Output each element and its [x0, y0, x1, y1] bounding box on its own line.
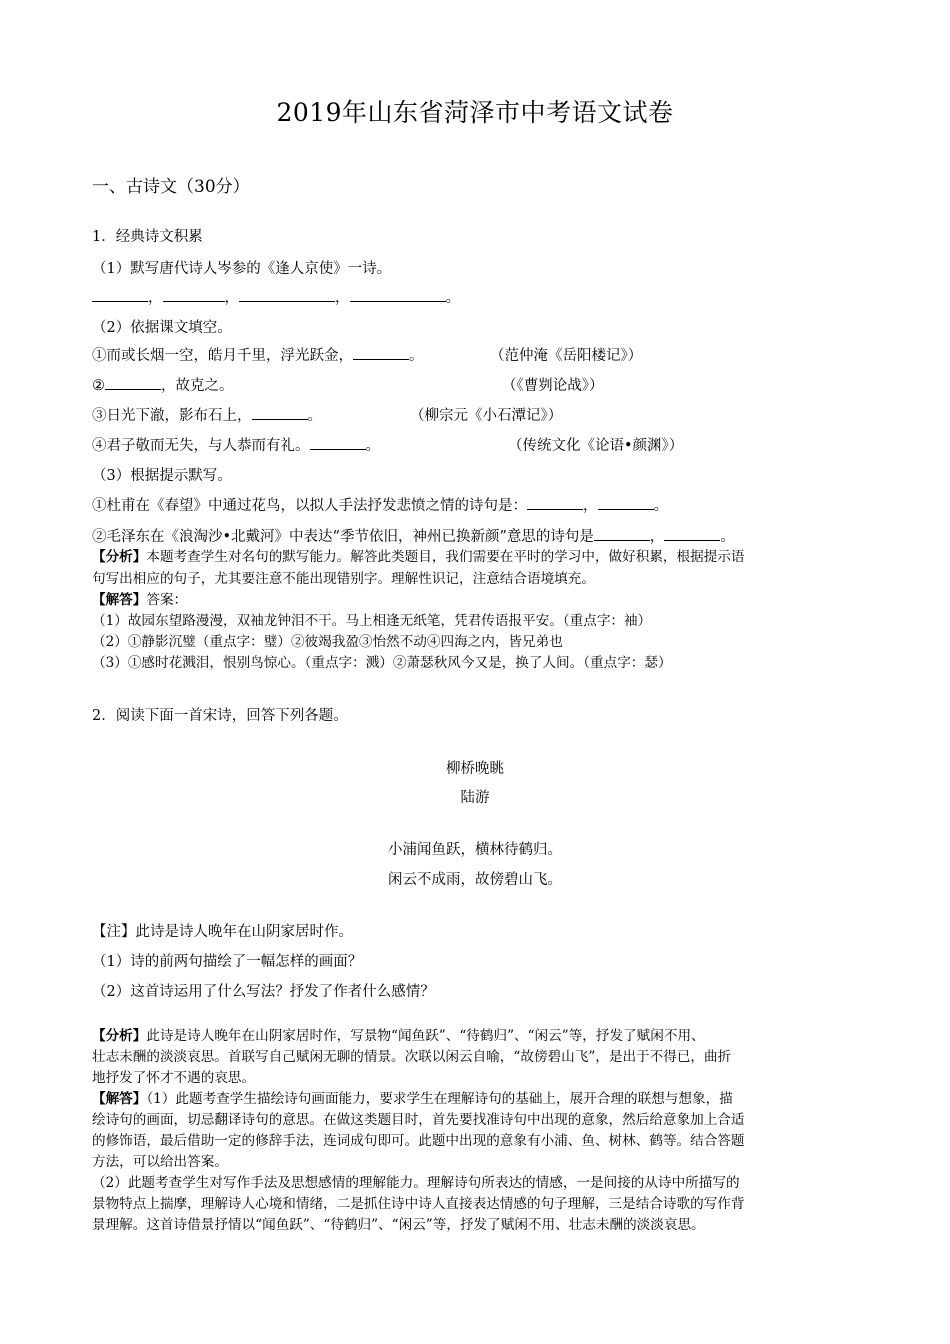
poem-line-2: 闲云不成雨，故傍碧山飞。 — [388, 872, 562, 888]
q1-line4-source: （传统文化《论语•颜渊》） — [508, 438, 684, 454]
poem-title: 柳桥晚眺 — [446, 761, 504, 777]
q2-analysis-cont: 壮志未酬的淡淡哀思。首联写自己赋闲无聊的情景。次联以闲云自喻，“故傍碧山飞”，是出于不得已，曲折 — [92, 1049, 732, 1065]
answer-blank[interactable] — [598, 497, 654, 510]
q1-answer-1: （1）故园东望路漫漫，双袖龙钟泪不干。马上相逢无纸笔，凭君传语报平安。（重点字：袖） — [92, 613, 652, 629]
q1-part1: （1）默写唐代诗人岑参的《逢人京使》一诗。 — [92, 261, 392, 277]
answer-blank[interactable] — [353, 347, 409, 360]
q1-line1: ①而或长烟一空，皓月千里，浮光跃金， 。 — [92, 348, 424, 364]
q1-memo1: ①杜甫在《春望》中通过花鸟，以拟人手法抒发悲愤之情的诗句是： ， 。 — [92, 498, 668, 514]
q1-part3: （3）根据提示默写。 — [92, 468, 232, 484]
answer-blank[interactable] — [594, 528, 650, 541]
poem-line-1: 小浦闻鱼跃，横林待鹤归。 — [388, 842, 562, 858]
q2-heading: 2．阅读下面一首宋诗，回答下列各题。 — [92, 708, 348, 724]
q2-note: 【注】此诗是诗人晚年在山阴家居时作。 — [92, 924, 353, 940]
answer-blank[interactable] — [664, 528, 720, 541]
q1-heading: 1．经典诗文积累 — [92, 229, 203, 245]
q1-answer-head: 【解答】答案： — [92, 592, 188, 608]
q2-answer-cont: 方法，可以给出答案。 — [92, 1154, 228, 1170]
q2-analysis-cont: 地抒发了怀才不遇的哀思。 — [92, 1070, 256, 1086]
answer-blank[interactable] — [527, 497, 583, 510]
q2-answer: 【解答】（1）此题考查学生描绘诗句画面能力，要求学生在理解诗句的基础上，展开合理的联想与想象，描 — [92, 1091, 733, 1107]
q1-part1-blanks: ， ， ， 。 — [92, 288, 460, 308]
q1-line1-source: （范仲淹《岳阳楼记》） — [490, 348, 643, 364]
answer-blank[interactable] — [252, 407, 308, 420]
q1-line2-source: （《曹刿论战》） — [502, 378, 604, 394]
answer-blank[interactable] — [310, 437, 366, 450]
q2-sub1: （1）诗的前两句描绘了一幅怎样的画面？ — [92, 954, 363, 970]
answer-blank[interactable] — [239, 289, 335, 302]
answer-blank[interactable] — [350, 289, 446, 302]
section-heading: 一、古诗文（30分） — [92, 177, 250, 197]
q1-answer-2: （2）①静影沉璧（重点字：璧）②彼竭我盈③怡然不动④四海之内，皆兄弟也 — [92, 634, 563, 650]
q2-answer-cont: 景理解。这首诗借景抒情以“闻鱼跃”、“待鹤归”、“闲云”等，抒发了赋闲不用、壮志未酬的淡淡哀思。 — [92, 1217, 705, 1233]
q2-answer-cont: （2）此题考查学生对写作手法及思想感情的理解能力。理解诗句所表达的情感，一是间接的从诗中所描写的 — [92, 1175, 740, 1191]
q1-line3-source: （柳宗元《小石潭记》） — [410, 408, 563, 424]
q2-answer-cont: 绘诗句的画面，切忌翻译诗句的意思。在做这类题目时，首先要找准诗句中出现的意象，然后给意象加上合适 — [92, 1112, 745, 1128]
q2-answer-cont: 景物特点上揣摩，理解诗人心境和情绪，二是抓住诗中诗人直接表达情感的句子理解，三是结合诗歌的写作背 — [92, 1196, 745, 1212]
page-title: 2019年山东省菏泽市中考语文试卷 — [276, 98, 674, 127]
q1-analysis-cont: 句写出相应的句子，尤其要注意不能出现错别字。理解性识记，注意结合语境填充。 — [92, 571, 595, 587]
q2-analysis: 【分析】此诗是诗人晚年在山阴家居时作，写景物“闻鱼跃”、“待鹤归”、“闲云”等，抒发了赋闲不用、 — [92, 1028, 705, 1044]
q1-analysis: 【分析】本题考查学生对名句的默写能力。解答此类题目，我们需要在平时的学习中，做好积累，根据提示语 — [92, 549, 745, 565]
q1-line3: ③日光下澈，影布石上， 。 — [92, 408, 322, 424]
answer-blank[interactable] — [163, 289, 225, 302]
q1-line4: ④君子敬而无失，与人恭而有礼。 。 — [92, 438, 380, 454]
q1-line2: ② ，故克之。 — [92, 378, 234, 394]
q2-answer-cont: 的修饰语，最后借助一定的修辞手法，连词成句即可。此题中出现的意象有小浦、鱼、树林、鹤等。结合答题 — [92, 1133, 745, 1149]
answer-blank[interactable] — [92, 289, 148, 302]
q1-answer-3: （3）①感时花溅泪，恨别鸟惊心。（重点字：溅）②萧瑟秋风今又是，换了人间。（重点字：瑟） — [92, 655, 672, 671]
answer-blank[interactable] — [105, 377, 161, 390]
q2-sub2: （2）这首诗运用了什么写法？抒发了作者什么感情？ — [92, 984, 435, 1000]
poem-author: 陆游 — [460, 790, 490, 806]
q1-memo2: ②毛泽东在《浪淘沙•北戴河》中表达“季节依旧，神州已换新颜”意思的诗句是 ， 。 — [92, 529, 735, 545]
q1-part2: （2）依据课文填空。 — [92, 320, 232, 336]
